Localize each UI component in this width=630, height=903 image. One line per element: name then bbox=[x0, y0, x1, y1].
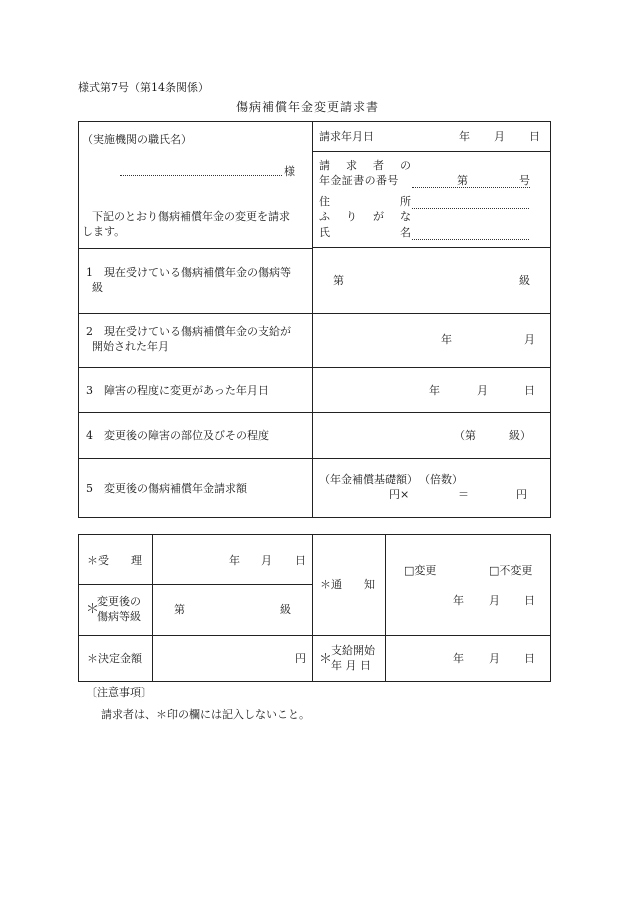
row5-label: 5 変更後の傷病補償年金請求額 bbox=[86, 482, 247, 495]
char: 求 bbox=[346, 159, 357, 172]
notice-label: ＊通 知 bbox=[320, 578, 375, 591]
row3-year: 年 bbox=[429, 384, 440, 397]
receipt-month: 月 bbox=[261, 554, 272, 567]
request-text-line1: 下記のとおり傷病補償年金の変更を請求 bbox=[92, 210, 290, 223]
office-col1 bbox=[152, 534, 153, 681]
notice-day: 日 bbox=[524, 594, 535, 607]
cert-number-field[interactable] bbox=[412, 187, 530, 188]
grade-dai: 第 bbox=[174, 603, 185, 616]
honorific: 様 bbox=[284, 165, 295, 178]
request-month-label: 月 bbox=[494, 130, 505, 143]
request-date-divider bbox=[312, 151, 550, 152]
row2-month: 月 bbox=[524, 333, 535, 346]
row3-day: 日 bbox=[524, 384, 535, 397]
changed-checkbox[interactable]: □変更 bbox=[404, 564, 437, 577]
row5-yen-times: 円× bbox=[389, 488, 410, 501]
row1-label-line1: 1 現在受けている傷病補償年金の傷病等 bbox=[86, 266, 291, 279]
form-title: 傷病補償年金変更請求書 bbox=[236, 100, 380, 114]
cert-number-label: 年金証書の番号 bbox=[319, 174, 399, 187]
char: が bbox=[373, 210, 384, 223]
amount-label: ＊決定金額 bbox=[87, 652, 142, 665]
name-label bbox=[319, 227, 411, 238]
row5-equals: ＝ bbox=[458, 488, 469, 501]
char: 住 bbox=[319, 195, 330, 208]
office-col2 bbox=[312, 534, 313, 681]
row4-value: （第 級） bbox=[454, 429, 531, 442]
org-label: （実施機関の職氏名） bbox=[82, 133, 192, 146]
char: 氏 bbox=[319, 226, 330, 239]
char: 所 bbox=[400, 195, 411, 208]
name-field[interactable] bbox=[412, 239, 529, 240]
row3-label: 3 障害の程度に変更があった年月日 bbox=[86, 384, 269, 397]
row5-base-label: （年金補償基礎額） bbox=[319, 473, 418, 486]
row2-year: 年 bbox=[441, 333, 452, 346]
row5-multiple-label: （倍数） bbox=[419, 473, 463, 486]
char: 名 bbox=[400, 226, 411, 239]
receipt-label: ＊受 理 bbox=[87, 554, 142, 567]
row4-divider bbox=[78, 458, 550, 459]
row3-month: 月 bbox=[477, 384, 488, 397]
request-day-label: 日 bbox=[529, 130, 540, 143]
start-month: 月 bbox=[489, 652, 500, 665]
start-day: 日 bbox=[524, 652, 535, 665]
char: 請 bbox=[319, 159, 330, 172]
row5-yen: 円 bbox=[516, 488, 527, 501]
address-label bbox=[319, 196, 411, 207]
start-label-line1: 支給開始 bbox=[331, 644, 375, 657]
address-field[interactable] bbox=[412, 208, 529, 209]
row1-divider bbox=[78, 313, 550, 314]
row2-label-line2: 開始された年月 bbox=[92, 340, 169, 353]
notes-heading: 〔注意事項〕 bbox=[86, 686, 152, 699]
start-year: 年 bbox=[453, 652, 464, 665]
notice-year: 年 bbox=[453, 594, 464, 607]
row1-dai: 第 bbox=[333, 274, 344, 287]
top-section-divider bbox=[78, 248, 313, 249]
office-use-table bbox=[78, 534, 551, 682]
form-number: 様式第7号（第14条関係） bbox=[78, 81, 209, 94]
org-name-field[interactable] bbox=[120, 175, 282, 176]
row1-label-line2: 級 bbox=[92, 281, 103, 294]
office-row2-divider bbox=[78, 635, 550, 636]
receipt-year: 年 bbox=[229, 554, 240, 567]
cert-go: 号 bbox=[519, 174, 530, 187]
char: な bbox=[400, 210, 411, 223]
grade-kyu: 級 bbox=[280, 603, 291, 616]
notes-text: 請求者は、＊印の欄には記入しないこと。 bbox=[101, 708, 310, 721]
request-date-label: 請求年月日 bbox=[319, 130, 374, 143]
char: ふ bbox=[319, 210, 330, 223]
start-star: ＊ bbox=[319, 652, 333, 667]
cert-dai: 第 bbox=[457, 174, 468, 187]
receipt-day: 日 bbox=[295, 554, 306, 567]
request-year-label: 年 bbox=[459, 130, 470, 143]
requester-label-line1 bbox=[319, 160, 411, 171]
row1-kyu: 級 bbox=[519, 274, 530, 287]
row3-divider bbox=[78, 412, 550, 413]
char: り bbox=[346, 210, 357, 223]
char: 者 bbox=[373, 159, 384, 172]
grade-label-line2: 傷病等級 bbox=[97, 610, 141, 623]
char: の bbox=[400, 159, 411, 172]
grade-star: ＊ bbox=[86, 602, 100, 617]
row2-divider bbox=[78, 367, 550, 368]
requester-divider bbox=[312, 247, 550, 248]
row2-label-line1: 2 現在受けている傷病補償年金の支給が bbox=[86, 325, 291, 338]
office-row1-divider bbox=[78, 584, 313, 585]
notice-month: 月 bbox=[489, 594, 500, 607]
row4-label: 4 変更後の障害の部位及びその程度 bbox=[86, 429, 269, 442]
office-col3 bbox=[385, 534, 386, 681]
grade-label-line1: 変更後の bbox=[97, 595, 141, 608]
amount-yen: 円 bbox=[295, 652, 306, 665]
unchanged-checkbox[interactable]: □不変更 bbox=[489, 564, 533, 577]
request-text-line2: します。 bbox=[82, 225, 126, 238]
start-label-line2: 年 月 日 bbox=[331, 659, 371, 672]
furigana-label bbox=[319, 211, 411, 222]
